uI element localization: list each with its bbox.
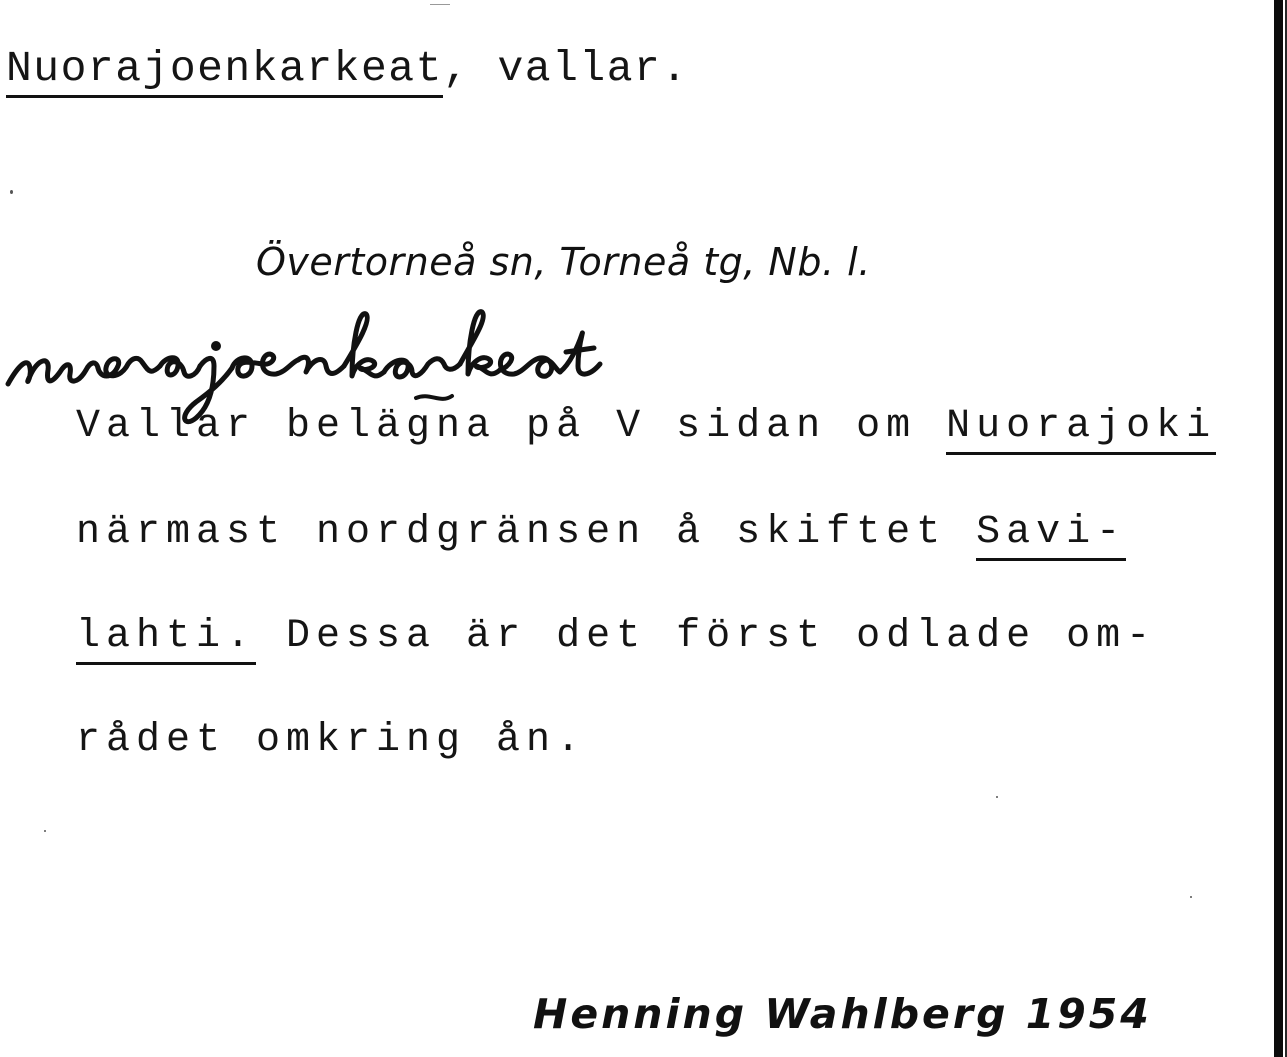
body-line-4 — [76, 718, 586, 763]
paper-speck — [10, 190, 13, 194]
body-text: Dessa är det först odlade om- — [256, 614, 1157, 659]
body-line-1 — [76, 404, 1216, 449]
place-name-nuorajoki: Nuorajoki — [946, 404, 1216, 455]
paper-speck — [430, 4, 450, 5]
paper-speck — [44, 830, 46, 832]
headword-suffix: , vallar. — [442, 44, 689, 93]
card-edge-shadow — [1274, 0, 1283, 1057]
body-text: rådet omkring ån. — [76, 718, 587, 763]
location-stamp: Övertorneå sn, Torneå tg, Nb. l. — [256, 240, 871, 284]
place-name-savilahti-part2: lahti. — [76, 614, 256, 665]
paper-speck — [1190, 896, 1192, 898]
body-line-2 — [76, 510, 1126, 555]
paper-speck — [996, 796, 998, 798]
body-text: närmast nordgränsen å skiftet — [76, 510, 977, 555]
place-name-savilahti-part1: Savi- — [976, 510, 1126, 561]
body-text: Vallar belägna på V sidan om — [76, 404, 947, 449]
signature: Henning Wahlberg 1954 — [533, 990, 1152, 1038]
headword: Nuorajoenkarkeat — [6, 44, 443, 98]
body-line-3 — [76, 614, 1156, 659]
headword-line — [6, 44, 689, 93]
